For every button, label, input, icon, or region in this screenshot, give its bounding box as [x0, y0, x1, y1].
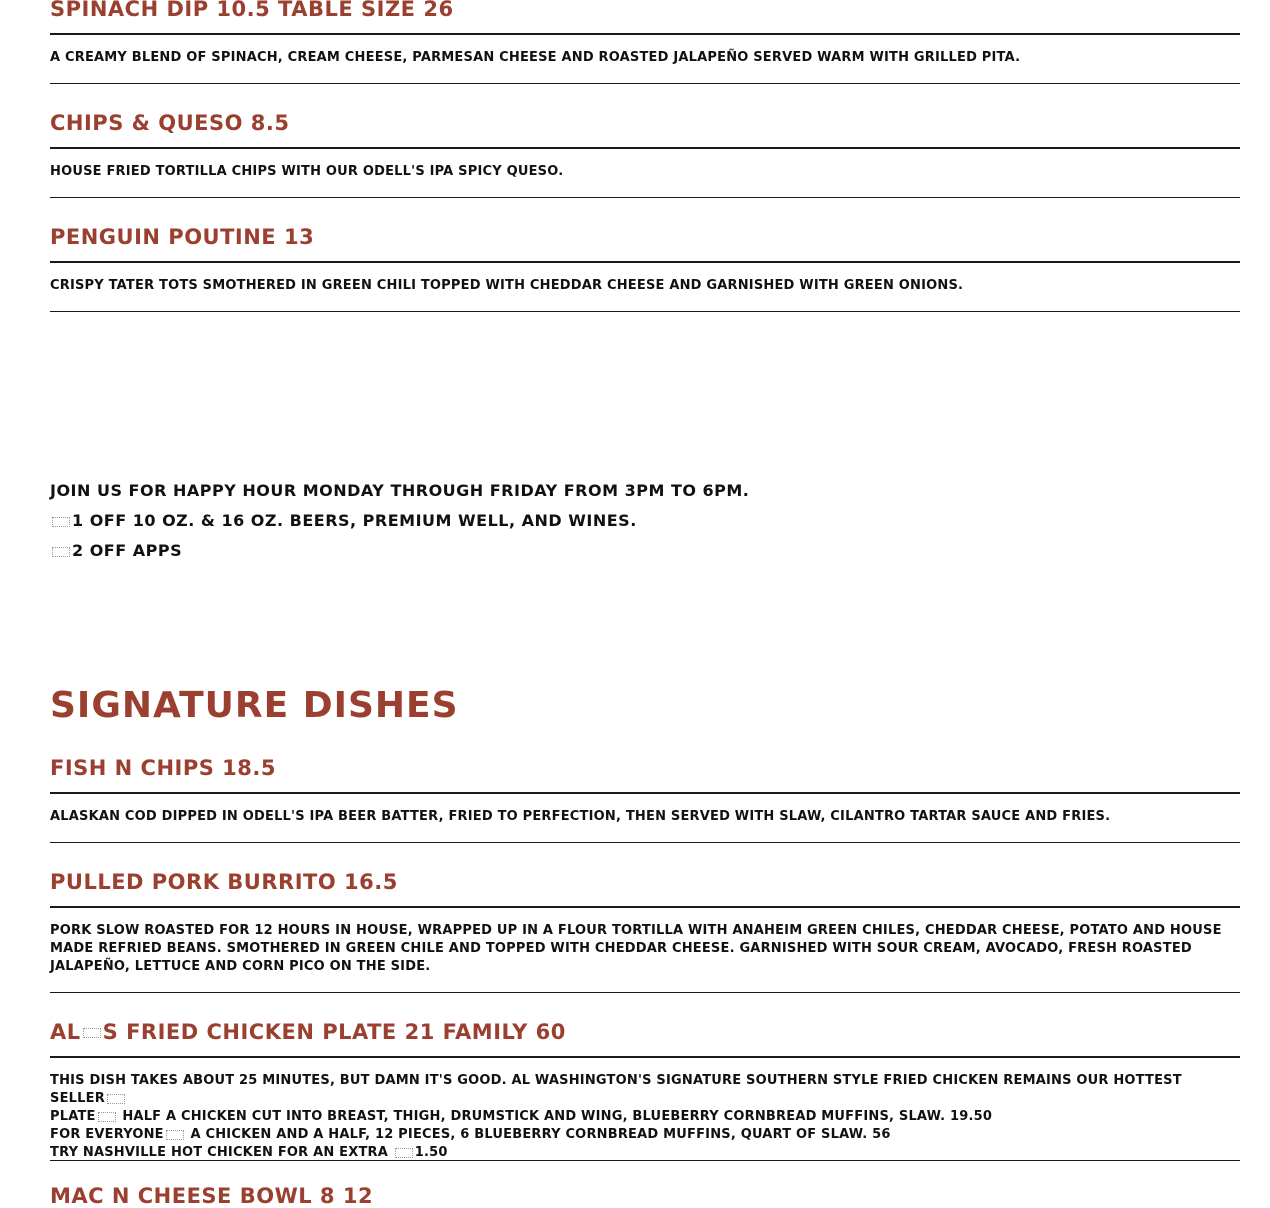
divider: [50, 147, 1240, 149]
missing-glyph-icon: [395, 1148, 413, 1158]
missing-glyph-icon: [52, 547, 70, 557]
missing-glyph-icon: [83, 1028, 101, 1038]
menu-item-title: AL S FRIED CHICKEN PLATE 21 FAMILY 60: [50, 1020, 566, 1044]
menu-item-description: A CREAMY BLEND OF SPINACH, CREAM CHEESE, PARMESAN CHEESE AND ROASTED JALAPEÑO SERVED WARM WITH GRILLED PITA.: [50, 50, 1021, 65]
menu-item-title: PULLED PORK BURRITO 16.5: [50, 870, 398, 894]
happy-hour-intro: JOIN US FOR HAPPY HOUR MONDAY THROUGH FRIDAY FROM 3PM TO 6PM.: [50, 481, 750, 500]
missing-glyph-icon: [52, 517, 70, 527]
menu-item-title: CHIPS & QUESO 8.5: [50, 111, 290, 135]
menu-item-title: SPINACH DIP 10.5 TABLE SIZE 26: [50, 0, 454, 21]
divider: [50, 1160, 1240, 1161]
divider: [50, 33, 1240, 35]
divider: [50, 1056, 1240, 1058]
menu-item-description: CRISPY TATER TOTS SMOTHERED IN GREEN CHILI TOPPED WITH CHEDDAR CHEESE AND GARNISHED WITH GREEN ONIONS.: [50, 278, 964, 293]
missing-glyph-icon: [166, 1130, 184, 1140]
menu-item-title: PENGUIN POUTINE 13: [50, 225, 315, 249]
divider: [50, 197, 1240, 198]
menu-item-description: PORK SLOW ROASTED FOR 12 HOURS IN HOUSE, WRAPPED UP IN A FLOUR TORTILLA WITH ANAHEIM GREEN CHILES, CHEDDAR CHEESE, POTATO AND HOUSE MADE REFRIED BEANS. SMOTHERED IN GREEN CHILE AND TOPPED WITH CHEDDAR CHEESE. GARNISHED WITH SOUR CREAM, AVOCADO, FRESH ROASTED JALAPEÑO, LETTUCE AND CORN PICO ON THE SIDE.: [50, 923, 1222, 974]
menu-item-title: FISH N CHIPS 18.5: [50, 756, 276, 780]
divider: [50, 992, 1240, 993]
section-heading-signature-dishes: SIGNATURE DISHES: [50, 685, 459, 726]
divider: [50, 261, 1240, 263]
divider: [50, 792, 1240, 794]
menu-item-description: ALASKAN COD DIPPED IN ODELL'S IPA BEER BATTER, FRIED TO PERFECTION, THEN SERVED WITH SLAW, CILANTRO TARTAR SAUCE AND FRIES.: [50, 809, 1111, 824]
happy-hour-apps-deal: 2 OFF APPS: [50, 541, 182, 561]
divider: [50, 842, 1240, 843]
divider: [50, 311, 1240, 312]
menu-item-description: THIS DISH TAKES ABOUT 25 MINUTES, BUT DAMN IT'S GOOD. AL WASHINGTON'S SIGNATURE SOUTHERN STYLE FRIED CHICKEN REMAINS OUR HOTTEST SELLER PLATE HALF A CHICKEN CUT INTO BREAST, THIGH, DRUMSTICK AND WING, BLUEBERRY CORNBREAD MUFFINS, SLAW. 19.50 FOR EVERYONE A CHICKEN AND A HALF, 12 PIECES, 6 BLUEBERRY CORNBREAD MUFFINS, QUART OF SLAW. 56 TRY NASHVILLE HOT CHICKEN FOR AN EXTRA 1.50: [50, 1073, 1182, 1160]
menu-item-title: MAC N CHEESE BOWL 8 12: [50, 1184, 374, 1208]
divider: [50, 83, 1240, 84]
happy-hour-beer-deal: 1 OFF 10 OZ. & 16 OZ. BEERS, PREMIUM WELL, AND WINES.: [50, 511, 637, 531]
menu-item-description: HOUSE FRIED TORTILLA CHIPS WITH OUR ODELL'S IPA SPICY QUESO.: [50, 164, 564, 179]
missing-glyph-icon: [107, 1094, 125, 1104]
divider: [50, 906, 1240, 908]
missing-glyph-icon: [98, 1112, 116, 1122]
